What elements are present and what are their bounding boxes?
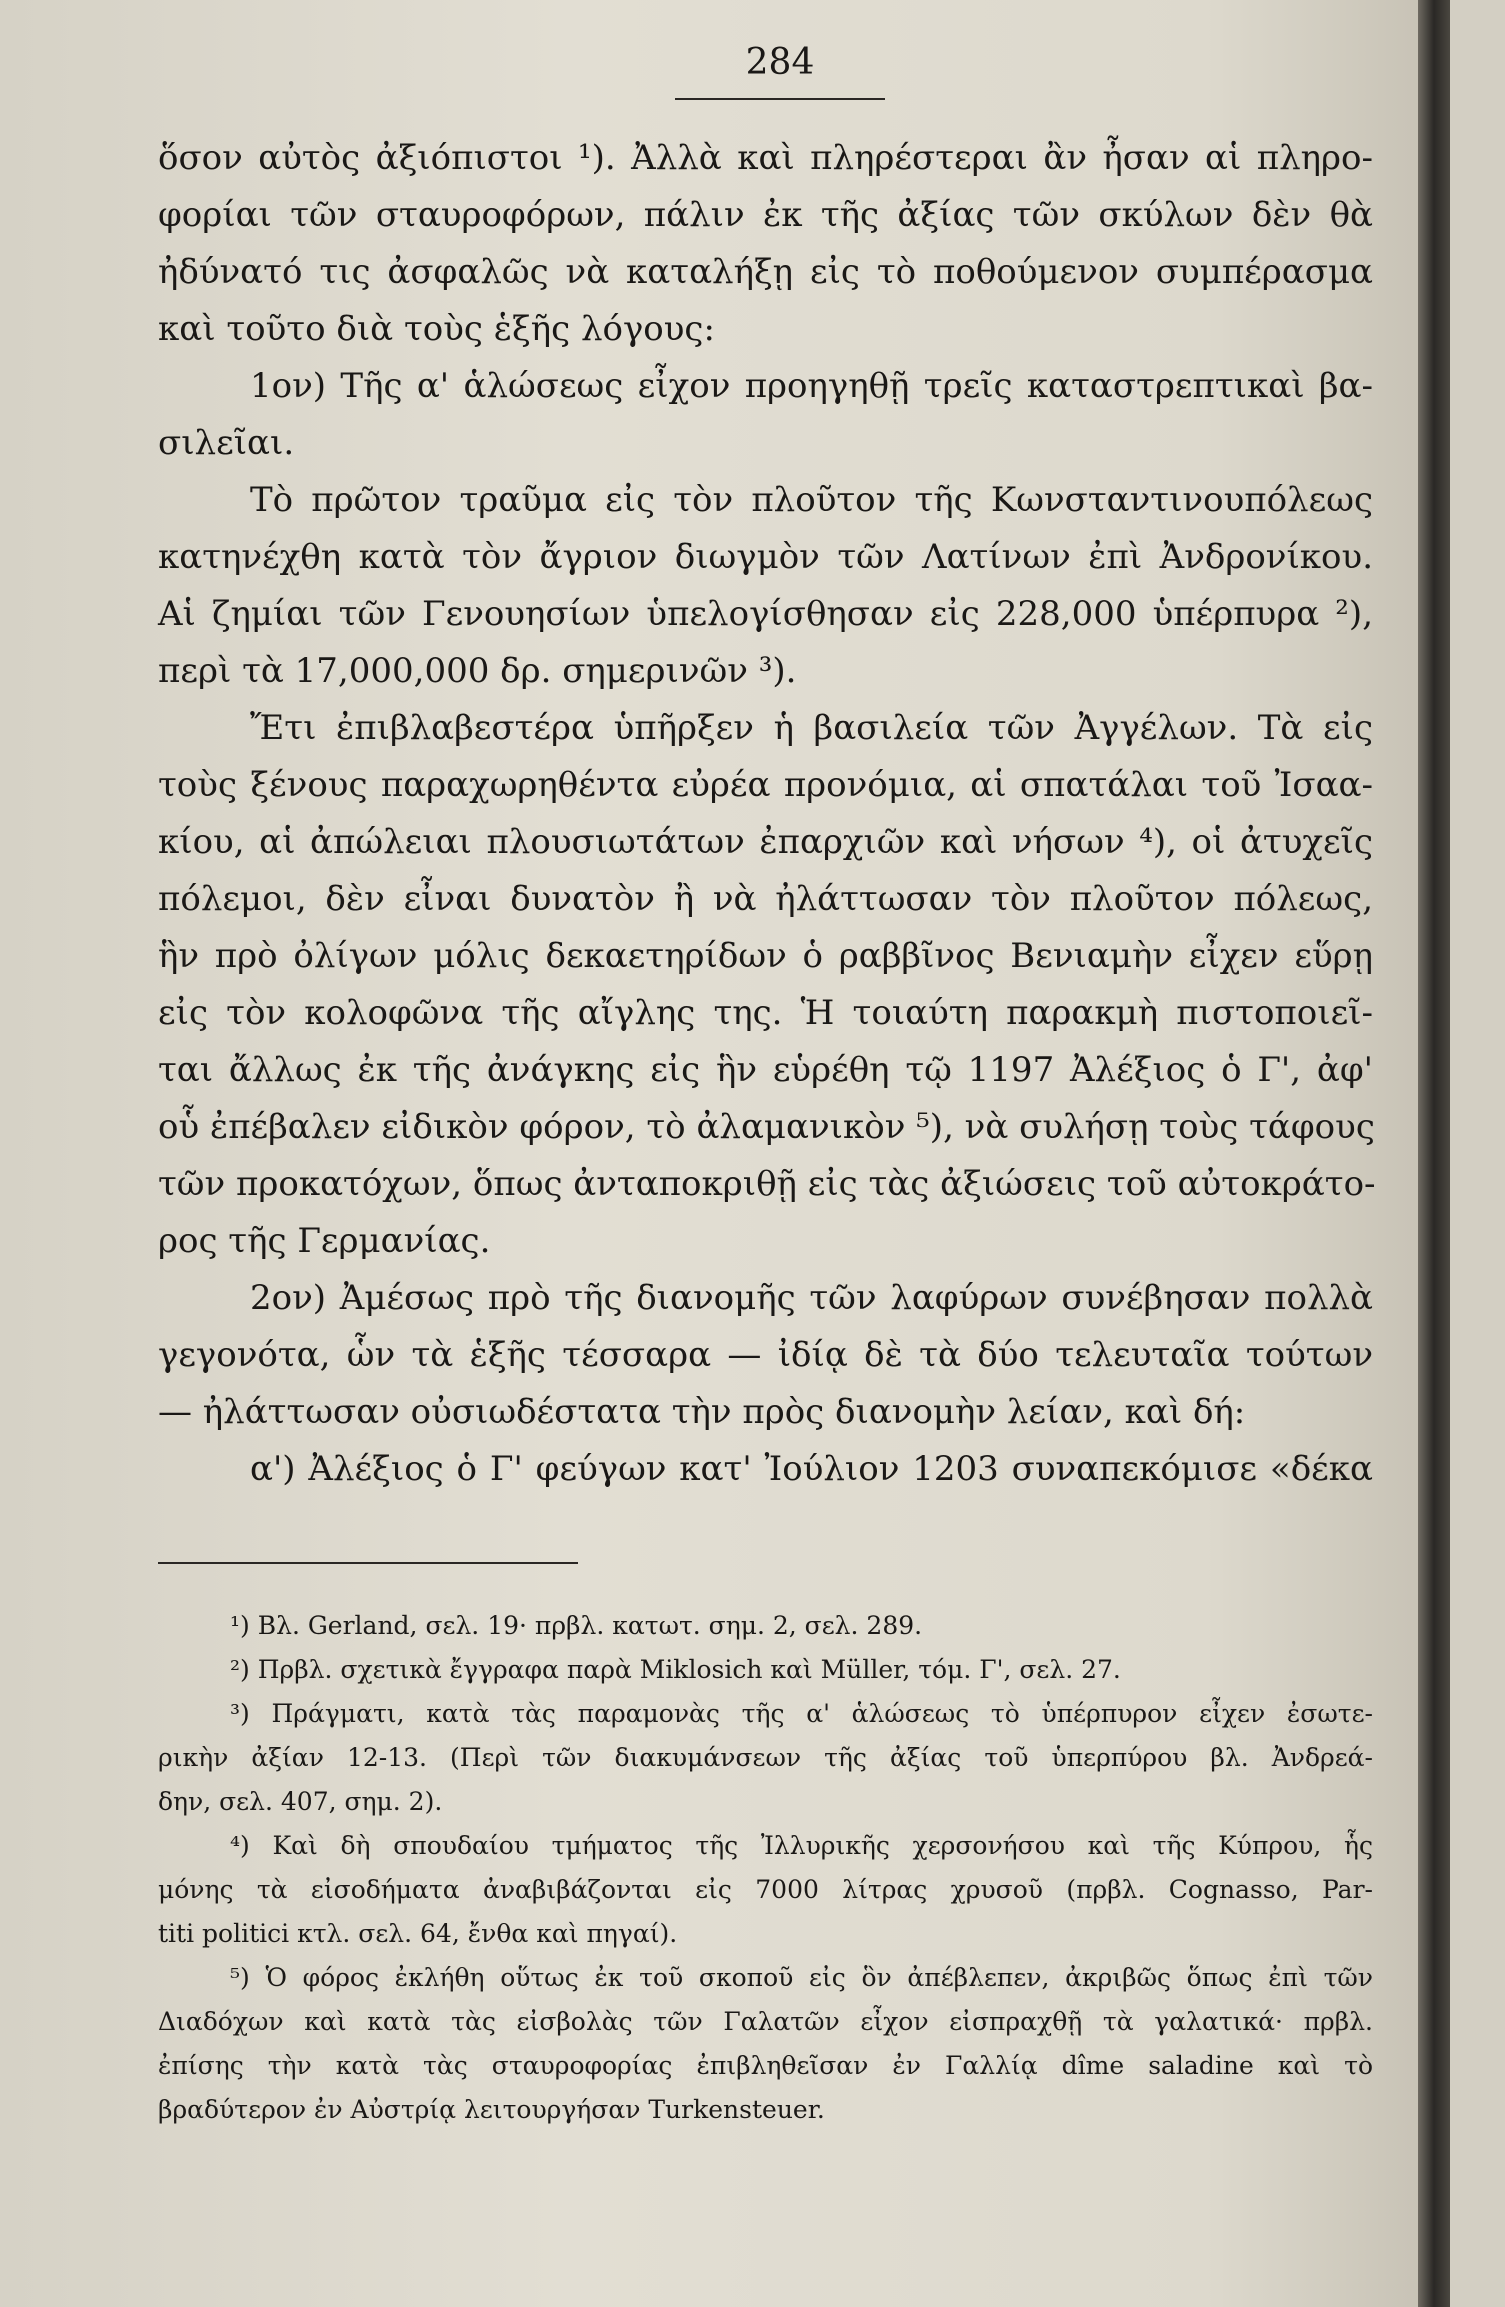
body-line: περὶ τὰ 17,000,000 δρ. σημερινῶν ³).	[158, 651, 797, 691]
body-line: — ἠλάττωσαν οὐσιωδέστατα τὴν πρὸς διανομὴν λείαν, καὶ δή:	[158, 1392, 1246, 1432]
body-line: γεγονότα, ὧν τὰ ἑξῆς τέσσαρα — ἰδίᾳ δὲ τὰ δύο τελευταῖα τούτων	[158, 1335, 1373, 1375]
footnote-line: titi politici κτλ. σελ. 64, ἔνθα καὶ πηγαί).	[158, 1919, 678, 1948]
footnote-line: μόνης τὰ εἰσοδήματα ἀναβιβάζονται εἰς 7000 λίτρας χρυσοῦ (πρβλ. Cognasso, Par-	[158, 1875, 1373, 1904]
book-gutter	[1418, 0, 1450, 2307]
body-line: καὶ τοῦτο διὰ τοὺς ἑξῆς λόγους:	[158, 309, 715, 349]
body-line: οὗ ἐπέβαλεν εἰδικὸν φόρον, τὸ ἀλαμανικὸν ⁵), νὰ συλήσῃ τοὺς τάφους	[158, 1107, 1375, 1147]
footnote-line: ἐπίσης τὴν κατὰ τὰς σταυροφορίας ἐπιβληθεῖσαν ἐν Γαλλίᾳ dîme saladine καὶ τὸ	[158, 2051, 1373, 2080]
body-line: ρος τῆς Γερμανίας.	[158, 1221, 491, 1261]
footnote-separator	[158, 1562, 578, 1564]
adjacent-page-edge	[1450, 0, 1505, 2307]
body-line: ἠδύνατό τις ἀσφαλῶς νὰ καταλήξῃ εἰς τὸ ποθούμενον συμπέρασμα	[158, 252, 1373, 292]
header-rule	[675, 98, 885, 100]
footnote-line: ⁴) Καὶ δὴ σπουδαίου τμήματος τῆς Ἰλλυρικῆς χερσονήσου καὶ τῆς Κύπρου, ἧς	[230, 1831, 1373, 1860]
footnote-line: ¹) Βλ. Gerland, σελ. 19· πρβλ. κατωτ. σημ. 2, σελ. 289.	[230, 1611, 923, 1640]
footnote-line: Διαδόχων καὶ κατὰ τὰς εἰσβολὰς τῶν Γαλατῶν εἶχον εἰσπραχθῇ τὰ γαλατικά· πρβλ.	[158, 2007, 1373, 2036]
body-line: 2ον) Ἀμέσως πρὸ τῆς διανομῆς τῶν λαφύρων συνέβησαν πολλὰ	[250, 1278, 1373, 1318]
footnote-line: ⁵) Ὁ φόρος ἐκλήθη οὕτως ἐκ τοῦ σκοποῦ εἰς ὃν ἀπέβλεπεν, ἀκριβῶς ὅπως ἐπὶ τῶν	[230, 1963, 1373, 1992]
body-line: πόλεμοι, δὲν εἶναι δυνατὸν ἢ νὰ ἠλάττωσαν τὸν πλοῦτον πόλεως,	[158, 879, 1373, 919]
body-line: Τὸ πρῶτον τραῦμα εἰς τὸν πλοῦτον τῆς Κωνσταντινουπόλεως	[250, 480, 1373, 520]
body-line: ται ἄλλως ἐκ τῆς ἀνάγκης εἰς ἣν εὑρέθη τῷ 1197 Ἀλέξιος ὁ Γ', ἀφ'	[158, 1050, 1373, 1090]
body-line: φορίαι τῶν σταυροφόρων, πάλιν ἐκ τῆς ἀξίας τῶν σκύλων δὲν θὰ	[158, 195, 1373, 235]
body-line: εἰς τὸν κολοφῶνα τῆς αἴγλης της. Ἡ τοιαύτη παρακμὴ πιστοποιεῖ-	[158, 993, 1373, 1033]
body-line: ὅσον αὐτὸς ἀξιόπιστοι ¹). Ἀλλὰ καὶ πληρέστεραι ἂν ἦσαν αἱ πληρο-	[158, 138, 1373, 178]
body-line: σιλεῖαι.	[158, 423, 295, 463]
footnote-line: ρικὴν ἀξίαν 12-13. (Περὶ τῶν διακυμάνσεων τῆς ἀξίας τοῦ ὑπερπύρου βλ. Ἀνδρεά-	[158, 1743, 1373, 1772]
page-number: 284	[745, 42, 815, 83]
footnote-line: ²) Πρβλ. σχετικὰ ἔγγραφα παρὰ Miklosich καὶ Müller, τόμ. Γ', σελ. 27.	[230, 1655, 1121, 1684]
body-line: κατηνέχθη κατὰ τὸν ἄγριον διωγμὸν τῶν Λατίνων ἐπὶ Ἀνδρονίκου.	[158, 537, 1373, 577]
body-line: τῶν προκατόχων, ὅπως ἀνταποκριθῇ εἰς τὰς ἀξιώσεις τοῦ αὐτοκράτο-	[158, 1164, 1376, 1204]
footnote-line: βραδύτερον ἐν Αὐστρίᾳ λειτουργήσαν Turkensteuer.	[158, 2095, 825, 2124]
body-line: τοὺς ξένους παραχωρηθέντα εὐρέα προνόμια, αἱ σπατάλαι τοῦ Ἰσαα-	[158, 765, 1373, 805]
body-line: 1ον) Τῆς α' ἁλώσεως εἶχον προηγηθῇ τρεῖς καταστρεπτικαὶ βα-	[250, 366, 1373, 406]
body-line: Ἔτι ἐπιβλαβεστέρα ὑπῆρξεν ἡ βασιλεία τῶν Ἀγγέλων. Τὰ εἰς	[250, 708, 1373, 748]
footnote-line: ³) Πράγματι, κατὰ τὰς παραμονὰς τῆς α' ἁλώσεως τὸ ὑπέρπυρον εἶχεν ἐσωτε-	[230, 1699, 1373, 1728]
body-line: ἣν πρὸ ὀλίγων μόλις δεκαετηρίδων ὁ ραββῖνος Βενιαμὴν εἶχεν εὕρῃ	[158, 936, 1373, 976]
footnote-line: δην, σελ. 407, σημ. 2).	[158, 1787, 443, 1816]
body-line: α') Ἀλέξιος ὁ Γ' φεύγων κατ' Ἰούλιον 1203 συναπεκόμισε «δέκα	[250, 1449, 1373, 1489]
body-line: Αἱ ζημίαι τῶν Γενουησίων ὑπελογίσθησαν εἰς 228,000 ὑπέρπυρα ²),	[158, 594, 1373, 634]
body-line: κίου, αἱ ἀπώλειαι πλουσιωτάτων ἐπαρχιῶν καὶ νήσων ⁴), οἱ ἀτυχεῖς	[158, 822, 1373, 862]
